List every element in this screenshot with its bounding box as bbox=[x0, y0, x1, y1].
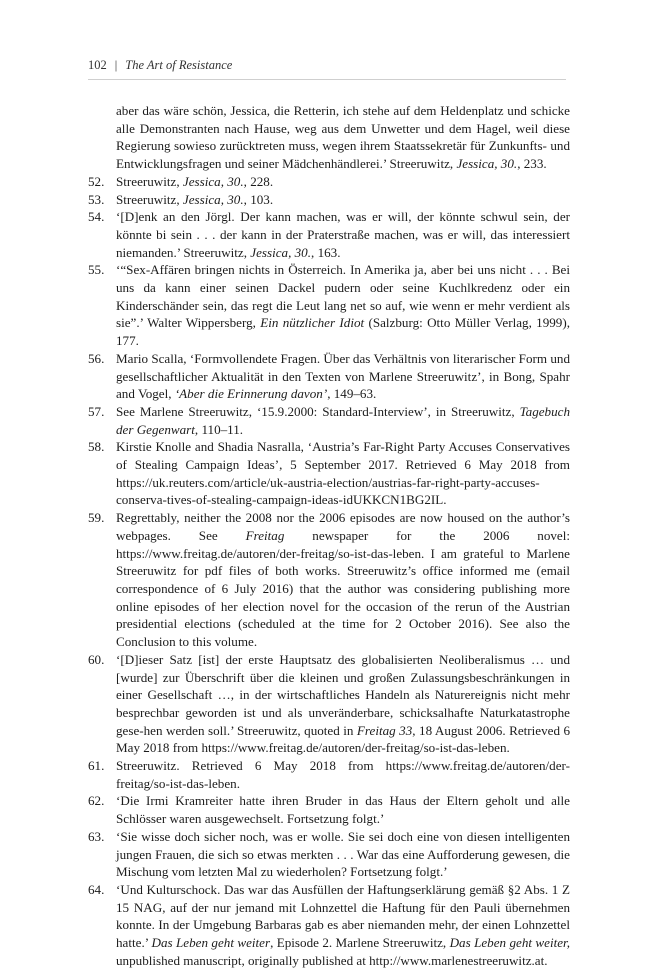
endnote-item bbox=[88, 828, 570, 881]
note-segment: Streeruwitz. Retrieved 6 May 2018 from https://www.freitag.de/autoren/der-freitag/so-ist-das-leben. bbox=[116, 758, 570, 791]
note-segment: unpublished manuscript, originally published at http://www.marlenestreeruwitz.at. bbox=[116, 952, 548, 968]
note-continuation bbox=[88, 102, 570, 173]
note-text bbox=[116, 403, 570, 438]
note-italic: Freitag 33 bbox=[356, 722, 413, 738]
note-number: 58. bbox=[88, 439, 105, 455]
note-segment: (Salzburg: Otto Müller Verlag, 1999), 177. bbox=[116, 315, 570, 349]
note-list bbox=[88, 173, 570, 970]
note-segment: ‘Und Kulturschock. Das war das Ausfüllen der Haftungserklärung gemäß §2 Abs. 1 Z 15 NAG, auf der nur jemand mit Lohnzettel die Haftung für den Pauli übernehmen konnte. In der Umgebung Barbaras gab es aber niemanden mehr, der einen Lohnzettel hatte.’ bbox=[116, 881, 570, 951]
note-number: 62. bbox=[88, 793, 105, 809]
endnote-item bbox=[88, 651, 570, 757]
note-number: 63. bbox=[88, 828, 105, 844]
note-text bbox=[116, 509, 570, 651]
note-number: 64. bbox=[88, 881, 105, 897]
note-number: 57. bbox=[88, 403, 105, 419]
note-segment: Kirstie Knolle and Shadia Nasralla, ‘Austria’s Far-Right Party Accuses Conservatives of Stealing Campaign Ideas’, 5 September 2017. Retrieved 6 May 2018 from https://uk.reuters.com/article/uk-austria-election/austrias-far-right-party-accuses-conserva-tives-of-stealing-campaign-ideas-idUKKCN1BG2IL. bbox=[116, 439, 570, 508]
endnote-item bbox=[88, 261, 570, 350]
endnote-item bbox=[88, 509, 570, 651]
endnotes bbox=[88, 102, 570, 969]
note-text bbox=[116, 757, 570, 792]
note-italic: Tagebuch der Gegenwart bbox=[116, 403, 570, 437]
note-segment: ‘[D]enk an den Jörgl. Der kann machen, was er will, der könnte schwul sein, der könnte bi sein . . . der kann in der Praterstraße machen, was er will, das interessiert niemanden.’ Streeruwitz, bbox=[116, 209, 570, 260]
continuation-italic: Jessica, 30. bbox=[456, 156, 518, 172]
header-separator: | bbox=[114, 58, 118, 72]
note-text bbox=[116, 261, 570, 350]
note-text bbox=[116, 208, 570, 261]
page-number: 102 bbox=[88, 58, 107, 72]
note-text bbox=[116, 173, 570, 191]
note-italic: Jessica, 30. bbox=[182, 191, 244, 207]
note-segment: Streeruwitz, bbox=[116, 191, 183, 207]
note-segment: Mario Scalla, ‘Formvollendete Fragen. Über das Verhältnis von literarischer Form und gesellschaftlicher Aktualität in den Texten von Marlene Streeruwitz’, in Bong, Spahr and Vogel, bbox=[116, 350, 570, 402]
note-segment: , 228. bbox=[243, 173, 274, 189]
note-segment: ‘[D]ieser Satz [ist] der erste Hauptsatz des globalisierten Neoliberalismus … und [wurde] zur Überschrift über die kleinen und großen Zulassungsbeschränkungen in einer Gesellschaft …, in der wirtschaftliches Handeln als Naturereignis nicht mehr besprechbar geworden ist und als unveränderbare, schicksalhafte Naturkatastrophe gese-hen werden soll.’ Streeruwitz, quoted in bbox=[116, 651, 570, 738]
note-number: 56. bbox=[88, 350, 105, 366]
note-text bbox=[116, 792, 570, 827]
note-italic: ‘Aber die Erinnerung davon’ bbox=[174, 386, 328, 402]
endnote-item bbox=[88, 208, 570, 261]
note-number: 59. bbox=[88, 510, 105, 526]
note-number: 60. bbox=[88, 651, 105, 667]
running-head bbox=[88, 58, 232, 73]
note-italic: Jessica, 30. bbox=[250, 244, 312, 260]
note-italic: Das Leben geht weiter bbox=[151, 935, 271, 951]
note-text bbox=[116, 651, 570, 757]
note-number: 55. bbox=[88, 262, 105, 278]
endnote-item bbox=[88, 173, 570, 191]
note-segment: , 103. bbox=[243, 191, 274, 207]
note-segment: Streeruwitz, bbox=[116, 173, 183, 189]
endnote-item bbox=[88, 191, 570, 209]
endnote-item bbox=[88, 881, 570, 970]
note-segment: , 110–11. bbox=[194, 421, 244, 437]
note-segment: ‘Sie wisse doch sicher noch, was er wolle. Sie sei doch eine von diesen intelligenten jungen Frauen, die sich so etwas merkten . . . War das eine Aufforderung gewesen, die Mischung vom letzten Mal zu wiederholen? Fortsetzung folgt.’ bbox=[116, 828, 570, 880]
note-segment: Regrettably, neither the 2008 nor the 2006 episodes are now housed on the author’s webpages. See bbox=[116, 510, 570, 543]
note-number: 52. bbox=[88, 173, 105, 189]
continuation-tail: , 233. bbox=[517, 156, 547, 172]
continuation-text: aber das wäre schön, Jessica, die Retterin, ich stehe auf dem Heldenplatz und schicke alle Demonstranten nach Hause, weg aus dem Unwetter und dem Hagel, weil diese Regierung sowieso zurücktreten muss, wegen ihrem Staatssekretär für Zunkunfts- und Entwicklungsfragen und seiner Mädchenhändlerei.’ Streeruwitz, bbox=[116, 103, 570, 172]
note-italic: Jessica, 30. bbox=[182, 173, 244, 189]
note-segment: , 18 August 2006. Retrieved 6 May 2018 from https://www.freitag.de/autoren/der-freitag/so-ist-das-leben. bbox=[116, 722, 571, 756]
note-segment: ‘“Sex-Affären bringen nichts in Österreich. In Amerika ja, aber bei uns nicht . . . Bei uns da kann einer seinen Dackel pudern oder seine Kuchlkredenz oder ein Kinderschänder sein, das regt die Leut lang net so auf, wie wenn er mehr verdient als sie”.’ Walter Wippersberg, bbox=[116, 262, 570, 331]
note-segment: , 149–63. bbox=[327, 386, 377, 402]
endnote-item bbox=[88, 438, 570, 509]
endnote-item bbox=[88, 350, 570, 403]
note-italic: Ein nützlicher Idiot bbox=[260, 315, 365, 331]
note-text bbox=[116, 881, 570, 970]
endnote-item bbox=[88, 403, 570, 438]
note-segment: ‘Die Irmi Kramreiter hatte ihren Bruder in das Haus der Eltern geholt und alle Schlösser waren ausgewechselt. Fortsetzung folgt.’ bbox=[116, 793, 570, 827]
endnote-item bbox=[88, 792, 570, 827]
note-number: 53. bbox=[88, 191, 105, 207]
note-segment: newspaper for the 2006 novel: https://www.freitag.de/autoren/der-freitag/so-ist-das-leben. I am grateful to Marlene Streeruwitz for pdf files of both works. Streeruwitz’s office informed me (email correspondence of 6 July 2016) that the author was considering publishing more online episodes of her election novel for the occasion of the rerun of the Austrian presidential elections (scheduled at the time for 2 October 2016). See also the Conclusion to this volume. bbox=[116, 527, 570, 650]
note-segment: , Episode 2. Marlene Streeruwitz, bbox=[270, 935, 450, 951]
note-segment: , 163. bbox=[311, 244, 341, 260]
note-italic: Freitag bbox=[245, 527, 285, 543]
book-title: The Art of Resistance bbox=[125, 58, 233, 72]
note-text bbox=[116, 350, 570, 403]
note-text bbox=[116, 828, 570, 881]
note-number: 54. bbox=[88, 209, 105, 225]
note-text bbox=[116, 438, 570, 509]
note-italic: Das Leben geht weiter, bbox=[449, 935, 570, 951]
note-text bbox=[116, 191, 570, 209]
header-rule bbox=[88, 79, 566, 80]
endnote-item bbox=[88, 757, 570, 792]
note-segment: See Marlene Streeruwitz, ‘15.9.2000: Standard-Interview’, in Streeruwitz, bbox=[116, 403, 520, 419]
note-number: 61. bbox=[88, 758, 105, 774]
